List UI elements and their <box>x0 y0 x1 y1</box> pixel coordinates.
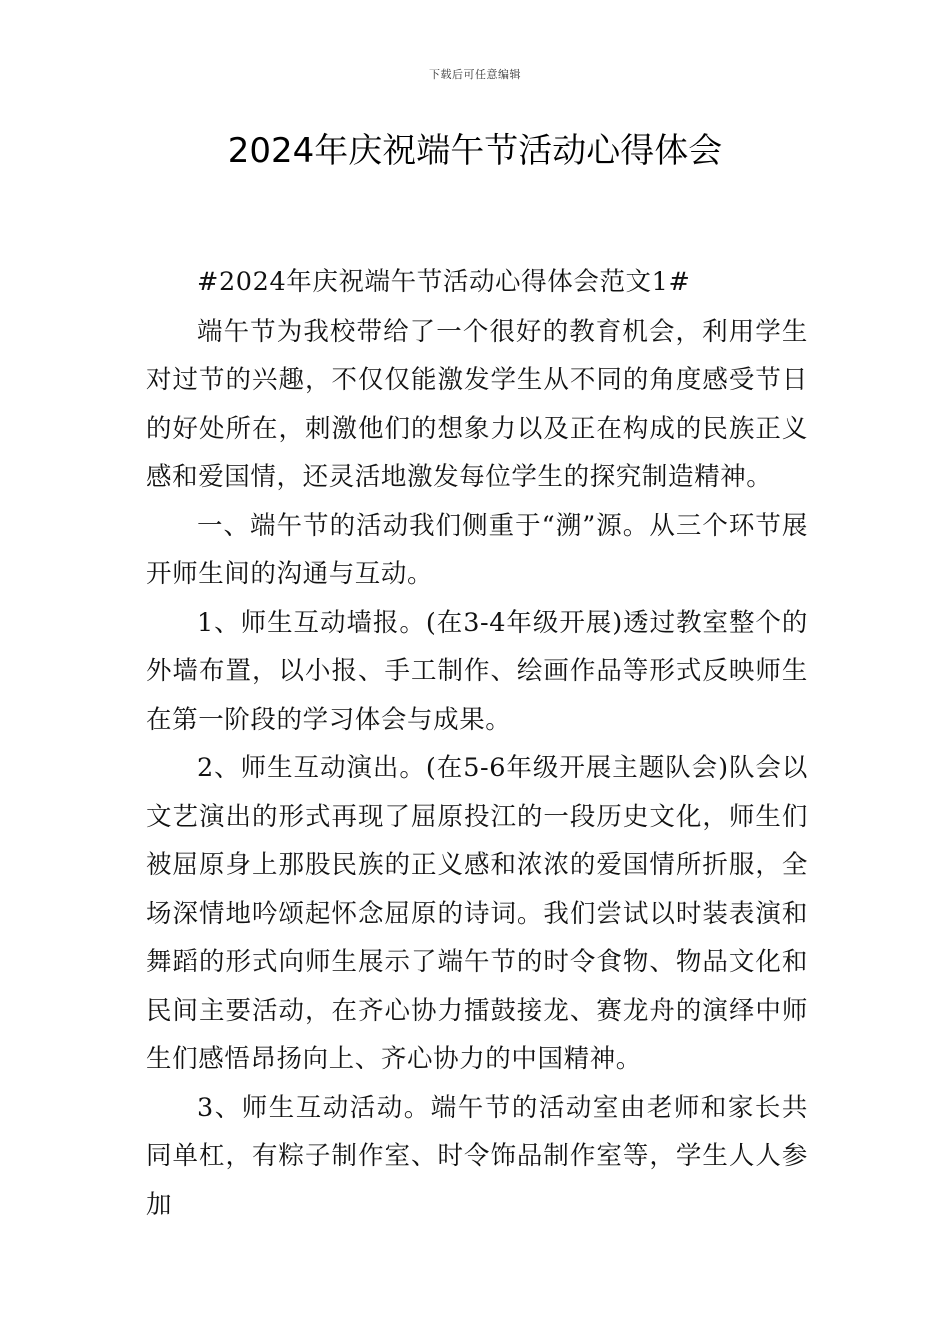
paragraph-item-one: 1、师生互动墙报。(在3-4年级开展)透过教室整个的外墙布置，以小报、手工制作、绘画作品等形式反映师生在第一阶段的学习体会与成果。 <box>146 607 808 735</box>
document-title: 2024年庆祝端午节活动心得体会 <box>227 131 723 171</box>
paragraph-item-three: 3、师生互动活动。端午节的活动室由老师和家长共同单杠，有粽子制作室、时令饰品制作室等，学生人人参加 <box>146 1092 808 1220</box>
paragraph-intro: 端午节为我校带给了一个很好的教育机会，利用学生对过节的兴趣，不仅仅能激发学生从不同的角度感受节日的好处所在，刺激他们的想象力以及正在构成的民族正义感和爱国情，还灵活地激发每位学生的探究制造精神。 <box>146 316 808 492</box>
paragraph-item-two: 2、师生互动演出。(在5-6年级开展主题队会)队会以文艺演出的形式再现了屈原投江的一段历史文化，师生们被屈原身上那股民族的正义感和浓浓的爱国情所折服，全场深情地吟颂起怀念屈原的诗词。我们尝试以时装表演和舞蹈的形式向师生展示了端午节的时令食物、物品文化和民间主要活动，在齐心协力擂鼓接龙、赛龙舟的演绎中师生们感悟昂扬向上、齐心协力的中国精神。 <box>146 753 808 1074</box>
header-note: 下载后可任意编辑 <box>429 68 521 81</box>
section-heading: #2024年庆祝端午节活动心得体会范文1# <box>197 267 691 297</box>
paragraph-section-one: 一、端午节的活动我们侧重于“溯”源。从三个环节展开师生间的沟通与互动。 <box>146 510 808 589</box>
document-body <box>146 258 808 1229</box>
